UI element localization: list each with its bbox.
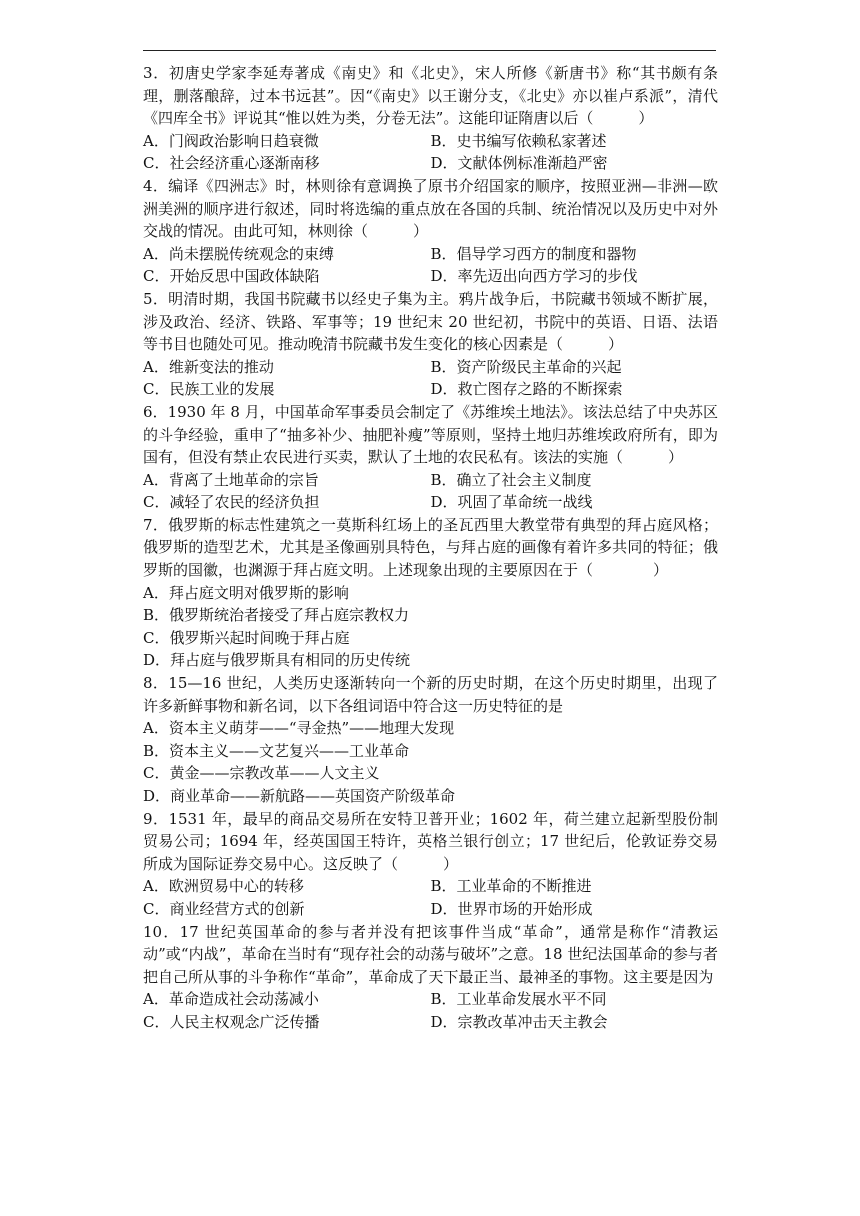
header-rule [143, 50, 716, 51]
question-stem: 6．1930 年 8 月，中国革命军事委员会制定了《苏维埃土地法》。该法总结了中央苏区的斗争经验，重申了“抽多补少、抽肥补瘦”等原则，坚持土地归苏维埃政府所有，即为国有，但没有禁止农民进行买卖，默认了土地的农民私有。该法的实施（ ） [143, 402, 718, 467]
question-stem: 10．17 世纪英国革命的参与者并没有把该事件当成“革命”，通常是称作“清教运动”或“内战”，革命在当时有“现存社会的动荡与破坏”之意。18 世纪法国革命的参与者把自己所从事的斗争称作“革命”，革命成了天下最正当、最神圣的事物。这主要是因为 [143, 922, 718, 986]
question-stem: 3．初唐史学家李延寿著成《南史》和《北史》，宋人所修《新唐书》称“其书颇有条理，删落酿辞，过本书远甚”。因“《南史》以王谢分支，《北史》亦以崔卢系派”，清代《四库全书》评说其“惟以姓为类，分卷无法”。这能印证隋唐以后（ ） [143, 64, 718, 128]
option-d: D．商业革命——新航路——英国资产阶级革命 [143, 787, 456, 805]
option-b: B．资产阶级民主革命的兴起 [430, 357, 622, 376]
option-b: B．倡导学习西方的制度和器物 [430, 244, 637, 263]
option-a: A．革命造成社会动荡减小 [143, 990, 319, 1009]
option-b: B．俄罗斯统治者接受了拜占庭宗教权力 [143, 606, 410, 625]
option-d: D．文献体例标准渐趋严密 [430, 154, 608, 173]
option-a: A．资本主义萌芽——“寻金热”——地理大发现 [143, 719, 455, 738]
question-stem: 7．俄罗斯的标志性建筑之一莫斯科红场上的圣瓦西里大教堂带有典型的拜占庭风格；俄罗斯的造型艺术，尤其是圣像画别具特色，与拜占庭的画像有着许多共同的特征；俄罗斯的国徽，也渊源于拜占庭文明。上述现象出现的主要原因在于（ ） [143, 515, 718, 580]
question-list [143, 62, 718, 1034]
question-7 [143, 514, 718, 672]
question-6 [143, 401, 718, 514]
option-d: D．拜占庭与俄罗斯具有相同的历史传统 [143, 651, 411, 670]
option-a: A．背离了土地革命的宗旨 [143, 470, 319, 489]
option-d: D．率先迈出向西方学习的步伐 [430, 267, 638, 286]
question-4 [143, 175, 718, 288]
option-b: B．史书编写依赖私家著述 [430, 131, 607, 150]
option-c: C．减轻了农民的经济负担 [143, 493, 320, 512]
option-c: C．人民主权观念广泛传播 [143, 1012, 320, 1031]
option-d: D．救亡图存之路的不断探索 [430, 380, 623, 399]
option-d: D．巩固了革命统一战线 [430, 493, 593, 512]
option-c: C．社会经济重心逐渐南移 [143, 154, 320, 173]
question-8 [143, 672, 718, 808]
option-c: C．黄金——宗教改革——人文主义 [143, 764, 380, 783]
question-stem: 8．15—16 世纪，人类历史逐渐转向一个新的历史时期，在这个历史时期里，出现了许多新鲜事物和新名词，以下各组词语中符合这一历史特征的是 [143, 674, 718, 715]
option-c: C．民族工业的发展 [143, 380, 275, 399]
option-b: B．工业革命发展水平不同 [430, 990, 607, 1009]
question-10 [143, 921, 718, 1034]
question-stem: 4．编译《四洲志》时，林则徐有意调换了原书介绍国家的顺序，按照亚洲—非洲—欧洲美洲的顺序进行叙述，同时将选编的重点放在各国的兵制、统治情况以及历史中对外交战的情况。由此可知，林则徐（ ） [143, 176, 718, 241]
option-a: A．欧洲贸易中心的转移 [143, 877, 304, 896]
question-stem: 9．1531 年，最早的商品交易所在安特卫普开业；1602 年，荷兰建立起新型股份制贸易公司；1694 年，经英国国王特许，英格兰银行创立；17 世纪后，伦敦证券交易所成为国际证券交易中心。这反映了（ ） [143, 809, 718, 873]
option-b: B．工业革命的不断推进 [430, 877, 592, 896]
question-stem: 5．明清时期，我国书院藏书以经史子集为主。鸦片战争后，书院藏书领域不断扩展，涉及政治、经济、铁路、军事等；19 世纪末 20 世纪初，书院中的英语、日语、法语等书目也随处可见。推动晚清书院藏书发生变化的核心因素是（ ） [143, 289, 718, 354]
option-c: C．开始反思中国政体缺陷 [143, 267, 320, 286]
option-a: A．门阀政治影响日趋衰微 [143, 131, 319, 150]
option-a: A．维新变法的推动 [143, 357, 274, 376]
option-c: C．俄罗斯兴起时间晚于拜占庭 [143, 628, 350, 647]
question-5 [143, 288, 718, 401]
option-d: D．宗教改革冲击天主教会 [430, 1012, 608, 1031]
question-3 [143, 62, 718, 175]
option-a: A．拜占庭文明对俄罗斯的影响 [143, 583, 349, 602]
option-a: A．尚未摆脱传统观念的束缚 [143, 244, 334, 263]
option-d: D．世界市场的开始形成 [430, 899, 593, 918]
option-b: B．确立了社会主义制度 [430, 470, 592, 489]
question-9 [143, 808, 718, 921]
option-b: B．资本主义——文艺复兴——工业革命 [143, 741, 410, 760]
option-c: C．商业经营方式的创新 [143, 899, 305, 918]
